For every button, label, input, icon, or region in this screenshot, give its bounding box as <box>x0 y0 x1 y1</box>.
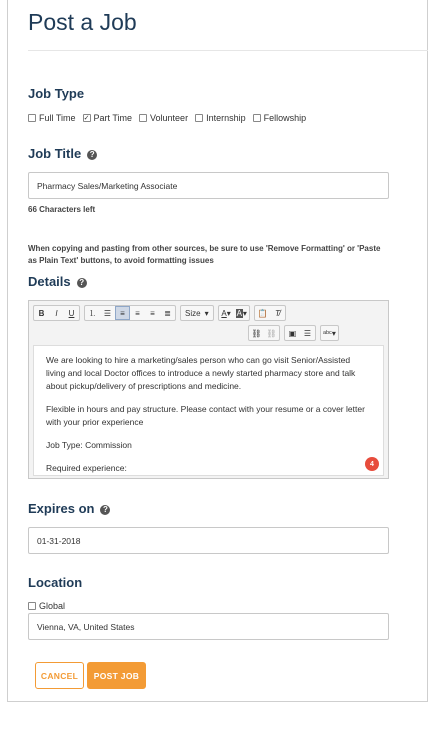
fellowship-label: Fellowship <box>263 113 307 123</box>
chevron-down-icon: ▾ <box>204 308 209 318</box>
align-left-icon[interactable]: ≡ <box>115 306 130 320</box>
job-type-volunteer[interactable] <box>139 113 188 123</box>
page-title: Post a Job <box>28 9 137 35</box>
link-icon[interactable]: ⛓ <box>251 328 262 338</box>
spellcheck-icon[interactable]: ᵃᵇᶜ▾ <box>323 328 336 338</box>
help-icon[interactable]: ? <box>77 278 87 288</box>
editor-content[interactable] <box>33 345 384 476</box>
details-paragraph: We are looking to hire a marketing/sales person who can go visit Senior/Assisted living and local Doctor offices to introduce a newly started pharmacy store and talk about pickup/delivery of prescriptions and medicine. <box>46 355 356 391</box>
cancel-button[interactable]: CANCEL <box>35 662 84 689</box>
insert-group <box>284 325 316 341</box>
background-color-button[interactable]: A ▾ <box>236 308 247 318</box>
help-icon[interactable]: ? <box>87 150 97 160</box>
job-type-options <box>28 113 306 123</box>
volunteer-label: Volunteer <box>150 113 189 123</box>
global-checkbox[interactable] <box>28 602 36 610</box>
font-size-dropdown[interactable] <box>181 306 213 320</box>
justify-icon[interactable]: ≣ <box>164 308 171 318</box>
editor-toolbar-row-1 <box>33 305 286 321</box>
job-title-input[interactable]: Pharmacy Sales/Marketing Associate <box>28 172 389 199</box>
unlink-icon[interactable]: ⛓ <box>266 328 277 338</box>
volunteer-checkbox[interactable] <box>139 114 147 122</box>
colors-group <box>218 305 250 321</box>
internship-checkbox[interactable] <box>195 114 203 122</box>
job-title-heading-text: Job Title <box>28 146 82 161</box>
remove-format-icon[interactable]: T̸ <box>274 308 280 318</box>
job-type-part-time[interactable] <box>83 113 133 123</box>
editor-toolbar-row-2 <box>248 325 339 341</box>
background-color-icon: A <box>236 308 242 318</box>
clipboard-group <box>254 305 286 321</box>
internship-label: Internship <box>206 113 246 123</box>
spellcheck-group <box>320 325 339 341</box>
text-color-icon: A <box>221 308 227 318</box>
job-type-fellowship[interactable] <box>253 113 307 123</box>
title-divider <box>28 50 428 51</box>
image-icon[interactable]: ▣ <box>288 328 297 338</box>
post-job-button[interactable]: POST JOB <box>87 662 146 689</box>
global-label: Global <box>39 601 66 611</box>
links-group <box>248 325 280 341</box>
global-option[interactable] <box>28 601 65 611</box>
underline-button[interactable]: U <box>68 308 75 318</box>
align-center-icon[interactable]: ≡ <box>135 308 140 318</box>
bulleted-list-icon[interactable]: ☰ <box>103 308 112 318</box>
text-color-button[interactable]: A ▾ <box>221 308 231 318</box>
paste-plain-text-icon[interactable]: 📋 <box>257 308 268 318</box>
post-job-card <box>7 0 428 702</box>
part-time-label: Part Time <box>93 113 133 123</box>
size-group <box>180 305 214 321</box>
details-editor <box>28 300 389 479</box>
size-label: Size <box>185 308 201 318</box>
details-paragraph: Required experience: <box>46 463 127 473</box>
job-title-heading <box>28 146 97 161</box>
help-icon[interactable]: ? <box>100 505 110 515</box>
fellowship-checkbox[interactable] <box>253 114 261 122</box>
expires-date-input[interactable]: 01-31-2018 <box>28 527 389 554</box>
location-input[interactable]: Vienna, VA, United States <box>28 613 389 640</box>
italic-button[interactable]: I <box>55 308 58 318</box>
details-heading-text: Details <box>28 274 71 289</box>
part-time-checkbox[interactable]: ✓ <box>83 114 90 122</box>
expires-heading <box>28 501 110 516</box>
job-type-heading: Job Type <box>28 86 85 101</box>
align-right-icon[interactable]: ≡ <box>150 308 155 318</box>
full-time-label: Full Time <box>39 113 76 123</box>
horizontal-rule-icon[interactable]: ☰ <box>303 328 312 338</box>
expires-heading-text: Expires on <box>28 501 95 516</box>
notification-badge[interactable]: 4 <box>365 457 379 471</box>
formatting-note: When copying and pasting from other sources, be sure to use 'Remove Formatting' or 'Paste as Plain Text' buttons, to avoid formatting issues <box>28 244 381 265</box>
numbered-list-icon[interactable]: ⒈ <box>88 308 97 318</box>
details-paragraph: Flexible in hours and pay structure. Please contact with your resume or a cover letter with your prior experience <box>46 404 365 427</box>
details-paragraph: Job Type: Commission <box>46 440 132 450</box>
bold-button[interactable]: B <box>38 308 45 318</box>
job-type-internship[interactable] <box>195 113 246 123</box>
location-heading: Location <box>28 575 83 590</box>
job-type-full-time[interactable] <box>28 113 76 123</box>
characters-left: 66 Characters left <box>28 205 96 214</box>
paragraph-group <box>84 305 176 321</box>
details-heading <box>28 274 87 289</box>
basic-styles-group <box>33 305 80 321</box>
full-time-checkbox[interactable] <box>28 114 36 122</box>
